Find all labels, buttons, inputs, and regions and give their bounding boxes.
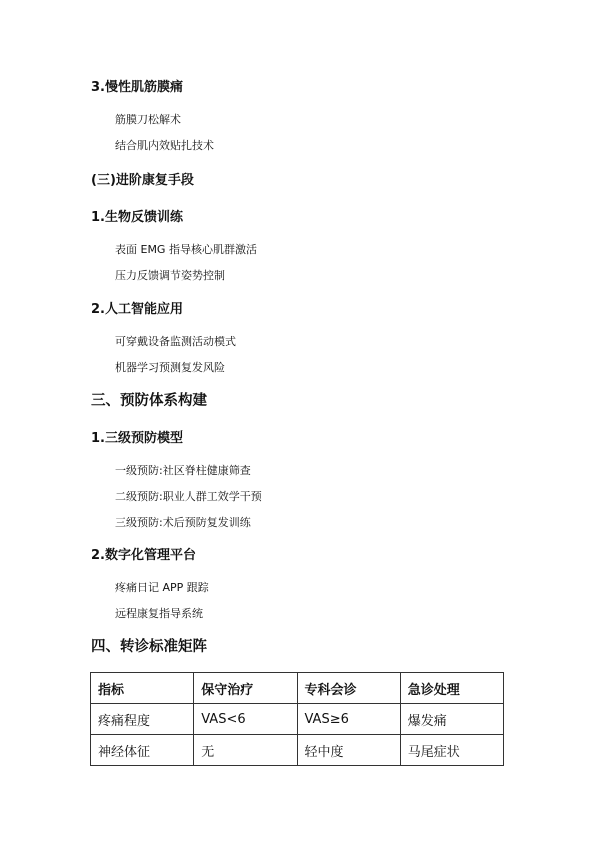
table-header-cell: 专科会诊 (297, 673, 400, 704)
table-cell: 疼痛程度 (91, 704, 194, 735)
heading-prevention-system: 三、预防体系构建 (91, 393, 207, 409)
list-item: 筋膜刀松解术 (115, 113, 181, 126)
list-item: 一级预防:社区脊柱健康筛查 (115, 464, 251, 477)
heading-referral-matrix: 四、转诊标准矩阵 (91, 639, 207, 655)
list-item: 疼痛日记 APP 跟踪 (115, 581, 209, 594)
table-cell: 无 (194, 735, 297, 766)
table-cell: 轻中度 (297, 735, 400, 766)
heading-chronic-myofascial-pain: 3.慢性肌筋膜痛 (91, 80, 183, 95)
list-item: 三级预防:术后预防复发训练 (115, 516, 251, 529)
heading-digital-platform: 2.数字化管理平台 (91, 548, 196, 563)
table-cell: 神经体征 (91, 735, 194, 766)
table-cell: VAS≥6 (297, 704, 400, 735)
referral-matrix-table (90, 672, 504, 766)
table-row (91, 704, 504, 735)
table-row (91, 735, 504, 766)
table-header-cell: 保守治疗 (194, 673, 297, 704)
list-item: 压力反馈调节姿势控制 (115, 269, 225, 282)
heading-advanced-rehab: (三)进阶康复手段 (91, 173, 194, 188)
list-item: 结合肌内效贴扎技术 (115, 139, 214, 152)
table-cell: VAS<6 (194, 704, 297, 735)
list-item: 表面 EMG 指导核心肌群激活 (115, 243, 257, 256)
list-item: 可穿戴设备监测活动模式 (115, 335, 236, 348)
table-cell: 马尾症状 (400, 735, 503, 766)
table-header-cell: 急诊处理 (400, 673, 503, 704)
list-item: 二级预防:职业人群工效学干预 (115, 490, 262, 503)
heading-three-level-model: 1.三级预防模型 (91, 431, 183, 446)
table-header-row (91, 673, 504, 704)
list-item: 机器学习预测复发风险 (115, 361, 225, 374)
list-item: 远程康复指导系统 (115, 607, 203, 620)
table-header-cell: 指标 (91, 673, 194, 704)
heading-biofeedback: 1.生物反馈训练 (91, 210, 183, 225)
heading-ai-application: 2.人工智能应用 (91, 302, 183, 317)
table-cell: 爆发痛 (400, 704, 503, 735)
